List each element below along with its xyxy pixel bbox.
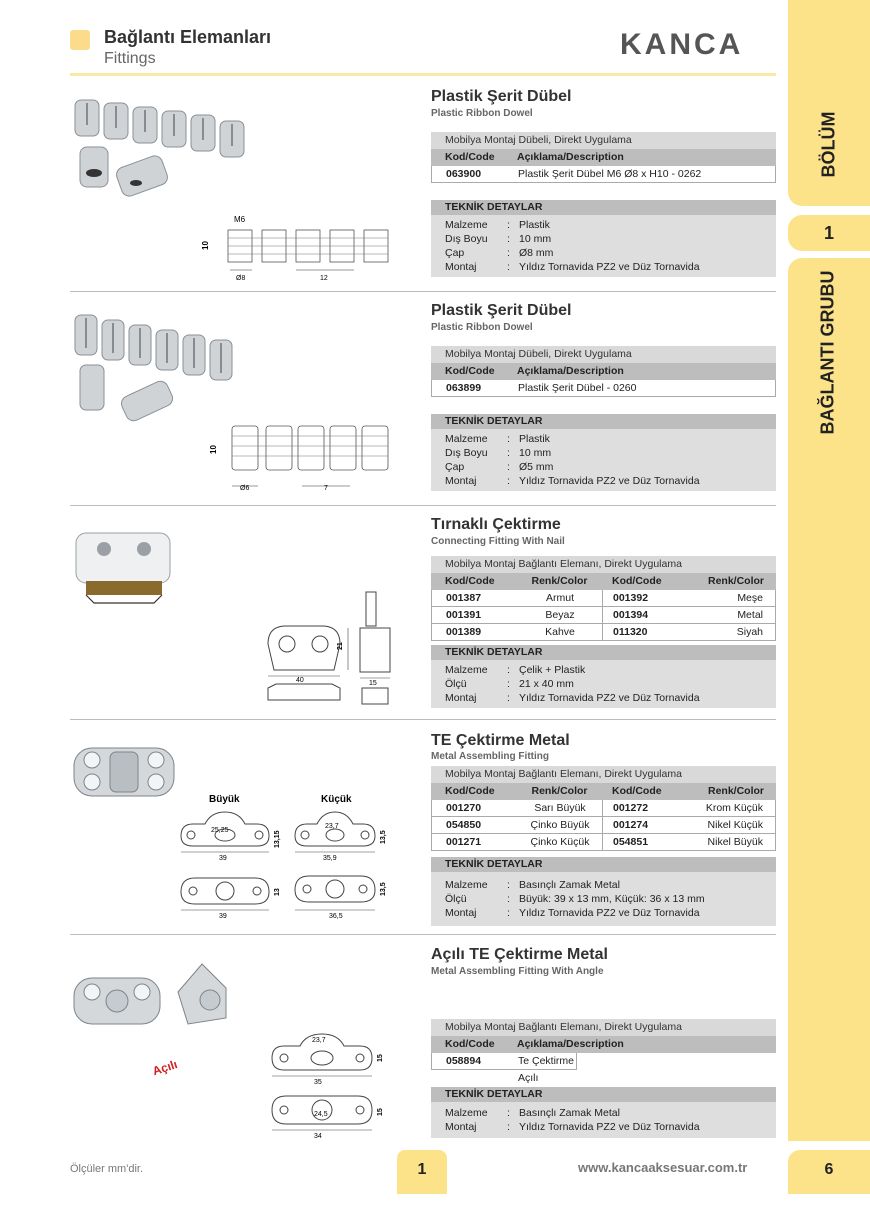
- code-cell: 058894: [446, 1055, 482, 1067]
- dim-s4: 13,5: [380, 882, 387, 896]
- dim-s5: 36,5: [329, 913, 343, 920]
- dim-a6: 34: [314, 1133, 322, 1140]
- group-label: BAĞLANTI GRUBU: [817, 270, 838, 435]
- tech-value: Yıldız Tornavida PZ2 ve Düz Tornavida: [519, 907, 700, 919]
- product-title: TE Çektirme Metal: [431, 732, 570, 749]
- color-cell: Nikel Küçük: [707, 819, 763, 831]
- product-title: Açılı TE Çektirme Metal: [431, 946, 608, 963]
- product-table: [431, 556, 776, 641]
- tech-key: Çap: [445, 461, 465, 473]
- tech-title: TEKNİK DETAYLAR: [431, 645, 776, 660]
- code-cell: 001392: [613, 592, 649, 604]
- tech-value: Ø5 mm: [519, 461, 554, 473]
- tech-value: Plastik: [519, 219, 550, 231]
- page-title: Bağlantı Elemanları: [104, 27, 272, 47]
- tech-key: Malzeme: [445, 664, 488, 676]
- table-header: [431, 363, 776, 380]
- dowel-photo: [70, 310, 250, 425]
- color-cell: Metal: [737, 609, 763, 621]
- color-cell: Çinko Büyük: [518, 817, 603, 833]
- group-tab: [788, 258, 870, 1141]
- label-small: Küçük: [321, 794, 352, 805]
- page-number: 6: [788, 1150, 870, 1194]
- code-cell: 001270: [446, 802, 482, 814]
- desc-cell: Te Çektirme Açılı: [518, 1055, 575, 1084]
- tech-key: Malzeme: [445, 1107, 488, 1119]
- section-divider: [70, 934, 776, 935]
- tech-body: Malzeme : Plastik Dış Boyu : 10 mm Çap : Ø5 mm Montaj : Yıldız Tornavida PZ2 ve Düz Tornavida: [431, 429, 776, 491]
- col-code: Kod/Code: [445, 1038, 495, 1050]
- dim-w: 40: [296, 677, 304, 684]
- tech-value: Büyük: 39 x 13 mm, Küçük: 36 x 13 mm: [519, 893, 705, 905]
- tech-value: Çelik + Plastik: [519, 664, 586, 676]
- tech-details: [431, 200, 776, 277]
- tech-value: 10 mm: [519, 233, 552, 245]
- col-code: Kod/Code: [612, 785, 662, 797]
- col-code: Kod/Code: [445, 575, 495, 587]
- tech-value: Yıldız Tornavida PZ2 ve Düz Tornavida: [519, 692, 700, 704]
- product-table: [431, 766, 776, 851]
- code-cell: 001391: [446, 609, 482, 621]
- code-cell: 001272: [613, 802, 649, 814]
- dim-b1: 25,25: [211, 827, 229, 834]
- tech-title: TEKNİK DETAYLAR: [431, 414, 776, 429]
- tech-value: Yıldız Tornavida PZ2 ve Düz Tornavida: [519, 1121, 700, 1133]
- dim-a4: 24,5: [314, 1111, 328, 1118]
- tech-value: 10 mm: [519, 447, 552, 459]
- code-cell: 001394: [613, 609, 649, 621]
- tech-value: Basınçlı Zamak Metal: [519, 1107, 620, 1119]
- units-note: Ölçüler mm'dir.: [70, 1163, 143, 1175]
- tech-key: Malzeme: [445, 219, 488, 231]
- dim-b2: 13,15: [274, 830, 281, 848]
- angle-badge: Açılı: [150, 1057, 180, 1078]
- usage-bar: Mobilya Montaj Bağlantı Elemanı, Direkt Uygulama: [431, 556, 776, 573]
- tech-value: Basınçlı Zamak Metal: [519, 879, 620, 891]
- col-color: Renk/Color: [707, 785, 764, 797]
- col-color: Renk/Color: [531, 785, 588, 797]
- dim-s: 15: [369, 680, 377, 687]
- desc-cell: Plastik Şerit Dübel - 0260: [518, 382, 637, 394]
- tech-value: 21 x 40 mm: [519, 678, 574, 690]
- tech-title: TEKNİK DETAYLAR: [431, 200, 776, 215]
- color-cell: Kahve: [518, 624, 603, 640]
- product-title: Tırnaklı Çektirme: [431, 516, 561, 533]
- tech-body: Malzeme : Çelik + Plastik Ölçü : 21 x 40 mm Montaj : Yıldız Tornavida PZ2 ve Düz Tornavida: [431, 660, 776, 708]
- tech-value: Plastik: [519, 433, 550, 445]
- usage-bar: Mobilya Montaj Dübeli, Direkt Uygulama: [431, 346, 776, 363]
- header-marker: [70, 30, 90, 50]
- tech-body: Malzeme : Plastik Dış Boyu : 10 mm Çap : Ø8 mm Montaj : Yıldız Tornavida PZ2 ve Düz Tornavida: [431, 215, 776, 277]
- col-color: Renk/Color: [707, 575, 764, 587]
- tech-details: [431, 857, 776, 926]
- table-row: [431, 607, 776, 624]
- metal-fitting-drawing: [175, 790, 395, 925]
- section-divider: [70, 505, 776, 506]
- table-row: [431, 624, 776, 641]
- tech-key: Montaj: [445, 907, 477, 919]
- dim-s3: 35,9: [323, 855, 337, 862]
- usage-bar: Mobilya Montaj Bağlantı Elemanı, Direkt Uygulama: [431, 1019, 776, 1036]
- product-table: [431, 132, 776, 183]
- product-subtitle: Metal Assembling Fitting: [431, 751, 549, 762]
- dowel-drawing: [200, 420, 395, 495]
- dim-p: 7: [324, 485, 328, 492]
- usage-bar: Mobilya Montaj Bağlantı Elemanı, Direkt Uygulama: [431, 766, 776, 783]
- dim-s2: 13,5: [380, 830, 387, 844]
- section-divider: [70, 291, 776, 292]
- color-cell: Sarı Büyük: [518, 800, 603, 816]
- dim-a1: 23,7: [312, 1037, 326, 1044]
- page-subtitle: Fittings: [104, 50, 156, 67]
- code-cell: 063900: [446, 168, 482, 180]
- tech-key: Ölçü: [445, 678, 467, 690]
- code-cell: 001389: [446, 626, 482, 638]
- color-cell: Nikel Büyük: [707, 836, 763, 848]
- table-row: [431, 590, 776, 607]
- product-subtitle: Metal Assembling Fitting With Angle: [431, 966, 604, 977]
- label-big: Büyük: [209, 794, 240, 805]
- tech-details: [431, 414, 776, 491]
- color-cell: Çinko Küçük: [518, 834, 603, 850]
- tech-key: Montaj: [445, 692, 477, 704]
- dim-b4: 13: [274, 888, 281, 896]
- product-subtitle: Connecting Fitting With Nail: [431, 536, 565, 547]
- dim-h: 10: [201, 241, 210, 250]
- table-row: [431, 380, 776, 397]
- product-table: [431, 346, 776, 397]
- table-header: [431, 573, 776, 590]
- dim-p: 12: [320, 275, 328, 282]
- dim-d: Ø8: [236, 275, 246, 282]
- tech-details: [431, 1087, 776, 1138]
- section-tab: [788, 0, 870, 206]
- brand-logo: KANCA: [620, 28, 744, 61]
- angle-fitting-drawing: [262, 1028, 402, 1148]
- tech-title: TEKNİK DETAYLAR: [431, 1087, 776, 1102]
- product-table: [431, 1019, 776, 1084]
- color-cell: Beyaz: [518, 607, 603, 623]
- tech-details: [431, 645, 776, 708]
- dowel-photo: [70, 95, 250, 210]
- usage-bar: Mobilya Montaj Dübeli, Direkt Uygulama: [431, 132, 776, 149]
- tech-key: Dış Boyu: [445, 447, 488, 459]
- tech-value: Yıldız Tornavida PZ2 ve Düz Tornavida: [519, 261, 700, 273]
- dim-a3: 35: [314, 1079, 322, 1086]
- dowel-drawing: [200, 212, 395, 287]
- color-cell: Siyah: [736, 626, 763, 638]
- col-code: Kod/Code: [612, 575, 662, 587]
- section-number: 1: [823, 223, 834, 243]
- code-cell: 054851: [613, 836, 649, 848]
- code-cell: 001271: [446, 836, 482, 848]
- header-divider: [70, 73, 776, 76]
- dim-a2: 15: [377, 1054, 384, 1062]
- table-header: [431, 149, 776, 166]
- dim-d: Ø6: [240, 485, 250, 492]
- tech-key: Montaj: [445, 261, 477, 273]
- table-header: [431, 783, 776, 800]
- section-divider: [70, 719, 776, 720]
- table-row: [431, 817, 776, 834]
- tech-key: Ölçü: [445, 893, 467, 905]
- col-code: Kod/Code: [445, 785, 495, 797]
- col-code: Kod/Code: [445, 151, 495, 163]
- dim-m: M6: [234, 215, 246, 224]
- table-row: [431, 166, 776, 183]
- product-subtitle: Plastic Ribbon Dowel: [431, 322, 533, 333]
- product-title: Plastik Şerit Dübel: [431, 88, 572, 105]
- table-row: [431, 834, 776, 851]
- product-subtitle: Plastic Ribbon Dowel: [431, 108, 533, 119]
- col-desc: Açıklama/Description: [517, 151, 624, 163]
- tech-value: Yıldız Tornavida PZ2 ve Düz Tornavida: [519, 475, 700, 487]
- code-cell: 063899: [446, 382, 482, 394]
- fitting-drawing: [262, 588, 412, 710]
- dim-h: 10: [209, 445, 218, 454]
- tech-key: Montaj: [445, 1121, 477, 1133]
- color-cell: Meşe: [737, 592, 763, 604]
- dim-h: 21: [337, 642, 344, 650]
- color-cell: Krom Küçük: [705, 802, 763, 814]
- dim-b5: 39: [219, 913, 227, 920]
- code-cell: 054850: [446, 819, 482, 831]
- tech-title: TEKNİK DETAYLAR: [431, 857, 776, 872]
- footer-section: 1: [397, 1150, 447, 1194]
- color-cell: Armut: [518, 590, 603, 606]
- tech-body: Malzeme : Basınçlı Zamak Metal Ölçü : Büyük: 39 x 13 mm, Küçük: 36 x 13 mm Montaj : Yıldız Tornavida PZ2 ve Düz Tornavida: [431, 872, 776, 926]
- dim-a5: 15: [377, 1108, 384, 1116]
- code-cell: 001387: [446, 592, 482, 604]
- tech-key: Montaj: [445, 475, 477, 487]
- col-desc: Açıklama/Description: [517, 1038, 624, 1050]
- tech-key: Malzeme: [445, 879, 488, 891]
- tech-key: Malzeme: [445, 433, 488, 445]
- metal-fitting-photo: [70, 742, 180, 802]
- col-color: Renk/Color: [531, 575, 588, 587]
- desc-cell: Plastik Şerit Dübel M6 Ø8 x H10 - 0262: [518, 168, 702, 180]
- table-row: [431, 800, 776, 817]
- tech-value: Ø8 mm: [519, 247, 554, 259]
- table-header: [431, 1036, 776, 1053]
- dim-s1: 23,7: [325, 823, 339, 830]
- angle-fitting-photo: [70, 958, 240, 1078]
- tech-body: Malzeme : Basınçlı Zamak Metal Montaj : Yıldız Tornavida PZ2 ve Düz Tornavida: [431, 1102, 776, 1138]
- code-cell: 001274: [613, 819, 649, 831]
- tech-key: Çap: [445, 247, 465, 259]
- fitting-photo: [70, 525, 180, 607]
- table-row: [431, 1053, 577, 1084]
- tech-key: Dış Boyu: [445, 233, 488, 245]
- product-title: Plastik Şerit Dübel: [431, 302, 572, 319]
- code-cell: 011320: [613, 626, 648, 638]
- col-code: Kod/Code: [445, 365, 495, 377]
- section-label: BÖLÜM: [818, 111, 839, 178]
- dim-b3: 39: [219, 855, 227, 862]
- website-link[interactable]: www.kancaaksesuar.com.tr: [578, 1160, 748, 1175]
- col-desc: Açıklama/Description: [517, 365, 624, 377]
